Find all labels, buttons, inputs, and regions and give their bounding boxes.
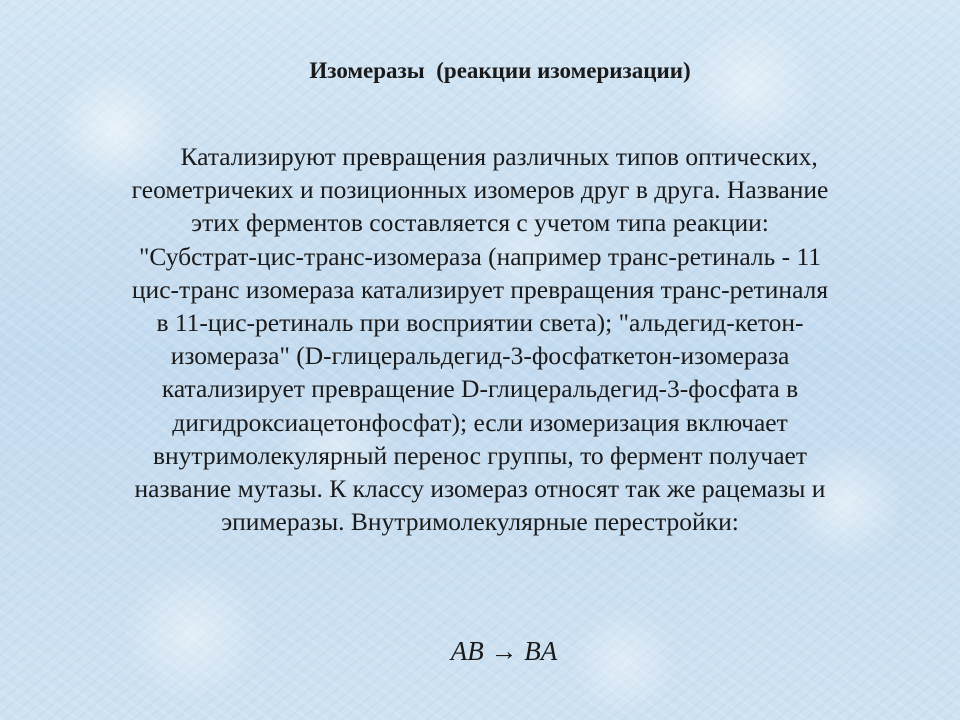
paragraph-line: в 11-цис-ретиналь при восприятии света); "альдегид-кетон- bbox=[156, 308, 804, 338]
slide-title: Изомеразы (реакции изомеризации) bbox=[309, 58, 691, 83]
paragraph-line: изомераза" (D-глицеральдегид-3-фосфаткетон-изомераза bbox=[170, 341, 790, 371]
paragraph-line: эпимеразы. Внутримолекулярные перестройки: bbox=[221, 507, 739, 537]
paragraph-line: этих ферментов составляется с учетом типа реакции: bbox=[191, 208, 769, 238]
slide-paragraph bbox=[0, 140, 960, 538]
paragraph-line: название мутазы. К классу изомераз относят так же рацемазы и bbox=[134, 474, 826, 504]
paragraph-line: геометричеких и позиционных изомеров друг в друга. Название bbox=[131, 175, 829, 205]
paragraph-line: цис-транс изомераза катализирует превращения транс-ретиналя bbox=[131, 274, 829, 304]
paragraph-line: внутримолекулярный перенос группы, то фермент получает bbox=[153, 440, 807, 470]
reaction-formula: AB → BA bbox=[450, 636, 558, 666]
paragraph-line: Катализируют превращения различных типов оптических, bbox=[142, 142, 818, 171]
paragraph-line: "Субстрат-цис-транс-изомераза (например транс-ретиналь - 11 bbox=[138, 241, 822, 271]
paragraph-line: катализирует превращение D-глицеральдегид-3-фосфата в bbox=[161, 374, 799, 404]
paragraph-line: дигидроксиацетонфосфат); если изомеризация включает bbox=[172, 407, 788, 437]
